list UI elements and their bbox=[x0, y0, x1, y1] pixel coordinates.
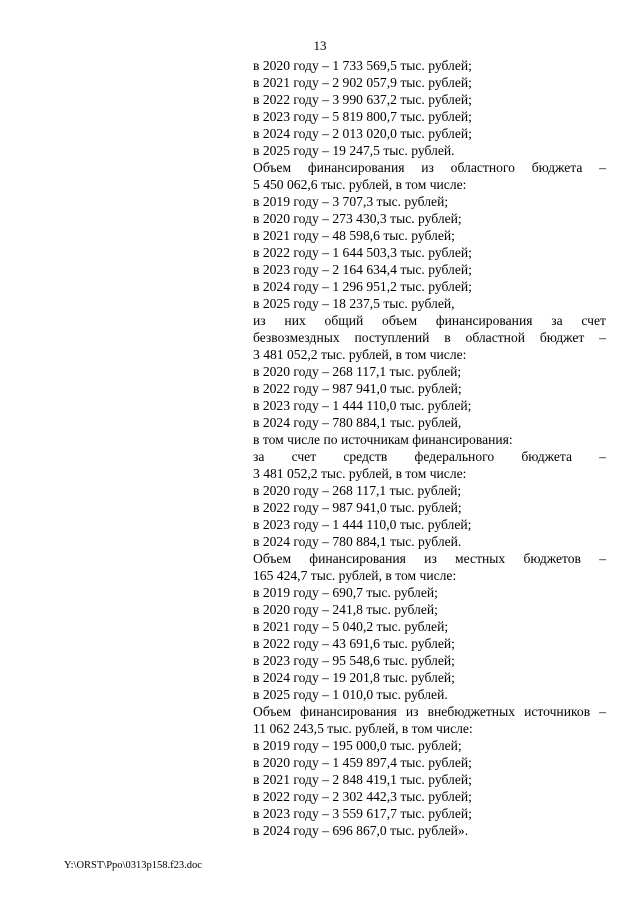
text-line: в 2022 году – 3 990 637,2 тыс. рублей; bbox=[253, 92, 472, 107]
text-line: 3 481 052,2 тыс. рублей, в том числе: bbox=[253, 347, 467, 362]
text-line: в 2024 году – 696 867,0 тыс. рублей». bbox=[253, 823, 469, 838]
text-line: в 2022 году – 1 644 503,3 тыс. рублей; bbox=[253, 245, 472, 260]
text-line: в 2020 году – 1 459 897,4 тыс. рублей; bbox=[253, 755, 472, 770]
text-line: в 2023 году – 2 164 634,4 тыс. рублей; bbox=[253, 262, 472, 277]
text-line: Объем финансирования из областного бюджета – bbox=[253, 160, 606, 175]
text-line: в 2024 году – 19 201,8 тыс. рублей; bbox=[253, 670, 455, 685]
text-line: в 2022 году – 987 941,0 тыс. рублей; bbox=[253, 500, 462, 515]
text-line: в 2021 году – 2 848 419,1 тыс. рублей; bbox=[253, 772, 472, 787]
file-path-footer: Y:\ORST\Ppo\0313p158.f23.doc bbox=[64, 860, 202, 871]
text-line: в 2022 году – 987 941,0 тыс. рублей; bbox=[253, 381, 462, 396]
text-line: 3 481 052,2 тыс. рублей, в том числе: bbox=[253, 466, 467, 481]
text-line: в 2019 году – 690,7 тыс. рублей; bbox=[253, 585, 438, 600]
text-line: в 2022 году – 43 691,6 тыс. рублей; bbox=[253, 636, 455, 651]
text-line: в 2020 году – 268 117,1 тыс. рублей; bbox=[253, 364, 462, 379]
text-line: за счет средств федерального бюджета – bbox=[253, 449, 606, 464]
text-line: в 2020 году – 241,8 тыс. рублей; bbox=[253, 602, 438, 617]
text-line: 5 450 062,6 тыс. рублей, в том числе: bbox=[253, 177, 467, 192]
text-line: в 2024 году – 780 884,1 тыс. рублей. bbox=[253, 534, 462, 549]
text-line: в 2024 году – 780 884,1 тыс. рублей, bbox=[253, 415, 462, 430]
text-line: в 2022 году – 2 302 442,3 тыс. рублей; bbox=[253, 789, 472, 804]
text-line: в 2019 году – 195 000,0 тыс. рублей; bbox=[253, 738, 462, 753]
text-line: в 2023 году – 95 548,6 тыс. рублей; bbox=[253, 653, 455, 668]
text-line: безвозмездных поступлений в областной бюджет – bbox=[253, 330, 606, 345]
text-line: в 2020 году – 1 733 569,5 тыс. рублей; bbox=[253, 58, 472, 73]
text-line: в 2023 году – 3 559 617,7 тыс. рублей; bbox=[253, 806, 472, 821]
text-line: 11 062 243,5 тыс. рублей, в том числе: bbox=[253, 721, 473, 736]
text-line: в 2021 году – 2 902 057,9 тыс. рублей; bbox=[253, 75, 472, 90]
text-line: в 2025 году – 19 247,5 тыс. рублей. bbox=[253, 143, 455, 158]
text-line: в 2024 году – 2 013 020,0 тыс. рублей; bbox=[253, 126, 472, 141]
document-body-text bbox=[253, 57, 606, 839]
text-line: 165 424,7 тыс. рублей, в том числе: bbox=[253, 568, 457, 583]
text-line: в 2020 году – 268 117,1 тыс. рублей; bbox=[253, 483, 462, 498]
text-line: в 2025 году – 1 010,0 тыс. рублей. bbox=[253, 687, 448, 702]
text-line: в 2021 году – 5 040,2 тыс. рублей; bbox=[253, 619, 449, 634]
text-line: Объем финансирования из внебюджетных источников – bbox=[253, 704, 606, 719]
text-line: в 2025 году – 18 237,5 тыс. рублей, bbox=[253, 296, 455, 311]
text-line: в 2023 году – 1 444 110,0 тыс. рублей; bbox=[253, 517, 472, 532]
text-line: Объем финансирования из местных бюджетов – bbox=[253, 551, 606, 566]
text-line: в 2023 году – 5 819 800,7 тыс. рублей; bbox=[253, 109, 472, 124]
text-line: из них общий объем финансирования за счет bbox=[253, 313, 606, 328]
text-line: в 2019 году – 3 707,3 тыс. рублей; bbox=[253, 194, 449, 209]
text-line: в 2023 году – 1 444 110,0 тыс. рублей; bbox=[253, 398, 472, 413]
page-number: 13 bbox=[313, 38, 327, 53]
text-line: в 2020 году – 273 430,3 тыс. рублей; bbox=[253, 211, 462, 226]
text-line: в 2021 году – 48 598,6 тыс. рублей; bbox=[253, 228, 455, 243]
text-line: в том числе по источникам финансирования: bbox=[253, 432, 513, 447]
text-line: в 2024 году – 1 296 951,2 тыс. рублей; bbox=[253, 279, 472, 294]
